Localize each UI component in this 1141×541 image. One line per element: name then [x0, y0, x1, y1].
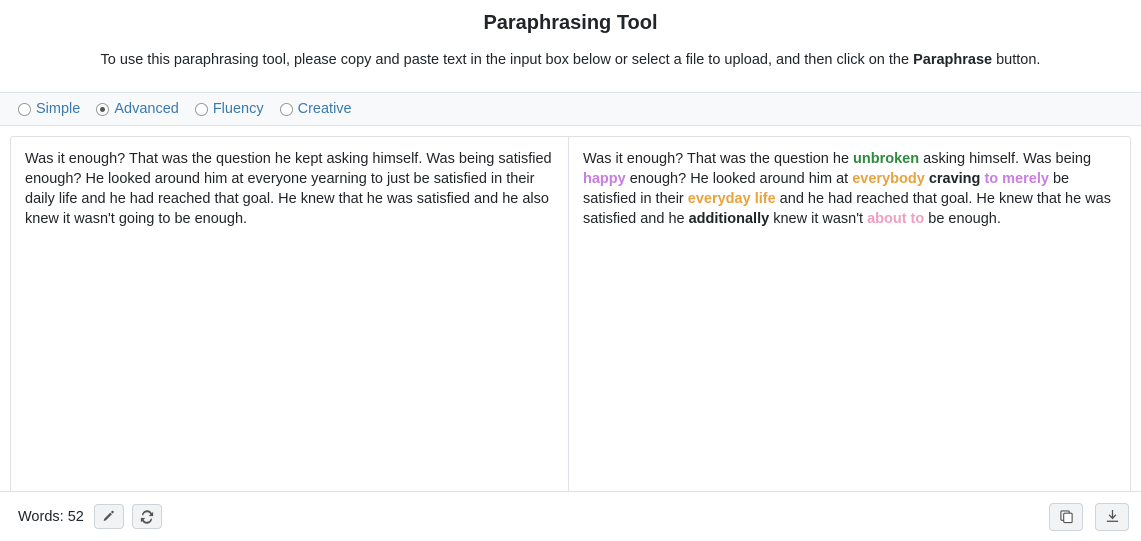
highlighted-word[interactable]: happy — [583, 171, 626, 187]
highlighted-word[interactable]: additionally — [688, 211, 770, 227]
refresh-button[interactable] — [132, 504, 162, 529]
footer-right-group — [1037, 503, 1129, 531]
mode-label-advanced: Advanced — [114, 101, 179, 117]
input-textarea[interactable]: Was it enough? That was the question he kept asking himself. Was being satisfied enough? He looked around him at everyone yearning to just be satisfied in their daily life and he had reached that goal. He knew that he was satisfied and he also knew it wasn't going to be enough. — [11, 137, 569, 497]
edit-button[interactable] — [94, 504, 124, 529]
mode-label-creative: Creative — [297, 101, 352, 117]
page-title: Paraphrasing Tool — [483, 12, 658, 34]
subtitle-text-after: button. — [992, 52, 1041, 68]
mode-label-simple: Simple — [36, 101, 81, 117]
subtitle-bold-word: Paraphrase — [913, 52, 993, 68]
word-count: Words: 52 — [18, 508, 84, 525]
mode-option-creative[interactable] — [280, 101, 352, 117]
output-text[interactable]: Was it enough? That was the question he unbroken asking himself. Was being happy enough? He looked around him at everybody craving to merely be satisfied in their everyday life and he had reached that goal. He knew that he was satisfied and he additionally knew it wasn't about to be enough. — [583, 151, 1111, 227]
mode-selector — [0, 92, 1141, 126]
subtitle-text-before: To use this paraphrasing tool, please copy and paste text in the input box below or select a file to upload, and then click on the — [100, 52, 914, 68]
highlighted-word[interactable]: craving — [928, 171, 981, 187]
download-icon — [1105, 509, 1120, 524]
radio-fluency-icon[interactable] — [195, 103, 208, 116]
highlighted-word[interactable]: unbroken — [853, 151, 920, 167]
highlighted-word[interactable]: everybody — [852, 171, 925, 187]
mode-option-fluency[interactable] — [195, 101, 264, 117]
pencil-icon — [102, 510, 115, 523]
radio-simple-icon[interactable] — [18, 103, 31, 116]
radio-advanced-icon[interactable] — [96, 103, 109, 116]
footer-bar — [0, 491, 1141, 541]
highlighted-word[interactable]: everyday life — [687, 191, 776, 207]
editor-panes — [10, 136, 1131, 498]
download-button[interactable] — [1095, 503, 1129, 531]
highlighted-word[interactable]: about to — [867, 211, 925, 227]
mode-label-fluency: Fluency — [212, 101, 264, 117]
highlighted-word[interactable]: to merely — [984, 171, 1049, 187]
footer-left-group — [18, 504, 170, 529]
copy-icon — [1059, 509, 1074, 524]
copy-button[interactable] — [1049, 503, 1083, 531]
radio-creative-icon[interactable] — [280, 103, 293, 116]
page-subtitle — [0, 50, 1141, 70]
mode-option-advanced[interactable] — [96, 101, 179, 117]
refresh-icon — [140, 510, 154, 524]
mode-option-simple[interactable] — [18, 101, 80, 117]
page-header — [0, 0, 1141, 70]
